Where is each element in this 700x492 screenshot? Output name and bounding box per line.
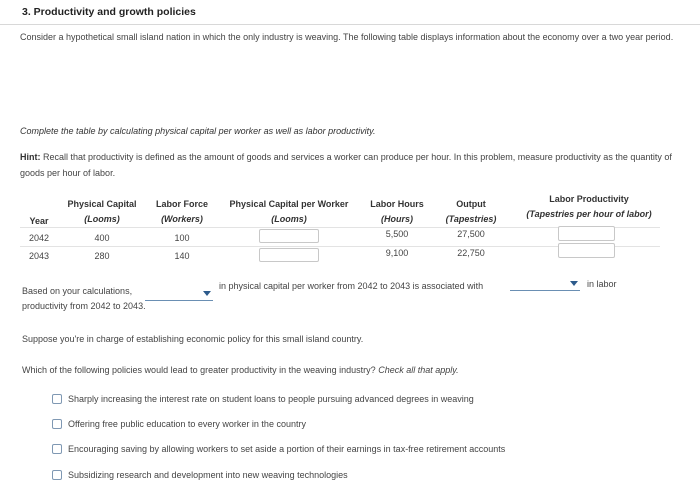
scenario-text: Suppose you're in charge of establishing economic policy for this small island country. xyxy=(22,334,364,344)
checkbox[interactable] xyxy=(52,394,62,404)
header-capital-per-worker-unit: (Looms) xyxy=(271,214,307,224)
hint-label: Hint: xyxy=(20,152,41,162)
option-raise-student-loan-rates[interactable] xyxy=(52,394,474,404)
hint-body: Recall that productivity is defined as the amount of goods and services a worker can produce per hour. In this problem, measure productivity as the quantity of goods per hour of labor. xyxy=(20,152,672,178)
header-productivity: Labor Productivity xyxy=(549,194,629,204)
option-label: Subsidizing research and development into new weaving technologies xyxy=(68,470,348,480)
header-capital: Physical Capital xyxy=(67,199,137,209)
option-label: Encouraging saving by allowing workers to set aside a portion of their earnings in tax-free retirement accounts xyxy=(68,444,506,454)
chevron-down-icon xyxy=(203,291,211,296)
sentence-part-3: in labor xyxy=(587,279,617,289)
cell-labor-hours: 9,100 xyxy=(385,248,409,258)
cell-labor-force: 140 xyxy=(174,251,190,261)
option-subsidize-rnd[interactable] xyxy=(52,470,348,480)
capital-per-worker-input-2043[interactable] xyxy=(259,248,319,262)
cell-capital: 280 xyxy=(94,251,110,261)
cell-year: 2043 xyxy=(28,251,50,261)
cell-capital: 400 xyxy=(94,233,110,243)
question-body: Which of the following policies would lead to greater productivity in the weaving industry? xyxy=(22,365,376,375)
header-productivity-unit: (Tapestries per hour of labor) xyxy=(526,209,652,219)
header-year: Year xyxy=(29,216,49,226)
question-note: Check all that apply. xyxy=(378,365,459,375)
header-labor-force-unit: (Workers) xyxy=(161,214,203,224)
header-output: Output xyxy=(456,199,486,209)
checkbox[interactable] xyxy=(52,470,62,480)
question-text xyxy=(22,365,459,375)
checkbox[interactable] xyxy=(52,444,62,454)
checkbox[interactable] xyxy=(52,419,62,429)
divider xyxy=(0,24,700,25)
header-labor-hours-unit: (Hours) xyxy=(381,214,413,224)
hint-text xyxy=(20,149,685,181)
sentence-part-1: Based on your calculations, xyxy=(22,286,133,296)
chevron-down-icon xyxy=(570,281,578,286)
instruction-text: Complete the table by calculating physical capital per worker as well as labor productivity. xyxy=(20,126,376,136)
header-labor-force: Labor Force xyxy=(155,199,208,209)
cell-output: 27,500 xyxy=(457,229,485,239)
option-tax-free-retirement[interactable] xyxy=(52,444,505,454)
cell-labor-force: 100 xyxy=(174,233,190,243)
option-label: Sharply increasing the interest rate on student loans to people pursuing advanced degrees in weaving xyxy=(68,394,474,404)
option-free-public-education[interactable] xyxy=(52,419,306,429)
change-dropdown-2[interactable] xyxy=(510,279,580,291)
change-dropdown-1[interactable] xyxy=(145,289,213,301)
cell-labor-hours: 5,500 xyxy=(385,229,409,239)
productivity-input-2043[interactable] xyxy=(558,243,615,258)
intro-text: Consider a hypothetical small island nation in which the only industry is weaving. The following table displays information about the economy over a two year period. xyxy=(20,32,674,42)
section-title: 3. Productivity and growth policies xyxy=(22,6,196,18)
cell-output: 22,750 xyxy=(457,248,485,258)
dropdown-underline xyxy=(510,290,580,291)
header-capital-per-worker: Physical Capital per Worker xyxy=(229,199,349,209)
option-label: Offering free public education to every worker in the country xyxy=(68,419,306,429)
sentence-part-2: in physical capital per worker from 2042 to 2043 is associated with xyxy=(219,281,484,291)
header-capital-unit: (Looms) xyxy=(84,214,120,224)
dropdown-underline xyxy=(145,300,213,301)
cell-year: 2042 xyxy=(28,233,50,243)
header-output-unit: (Tapestries) xyxy=(445,214,497,224)
header-labor-hours: Labor Hours xyxy=(370,199,424,209)
sentence-part-4: productivity from 2042 to 2043. xyxy=(22,301,146,311)
productivity-input-2042[interactable] xyxy=(558,226,615,241)
capital-per-worker-input-2042[interactable] xyxy=(259,229,319,243)
